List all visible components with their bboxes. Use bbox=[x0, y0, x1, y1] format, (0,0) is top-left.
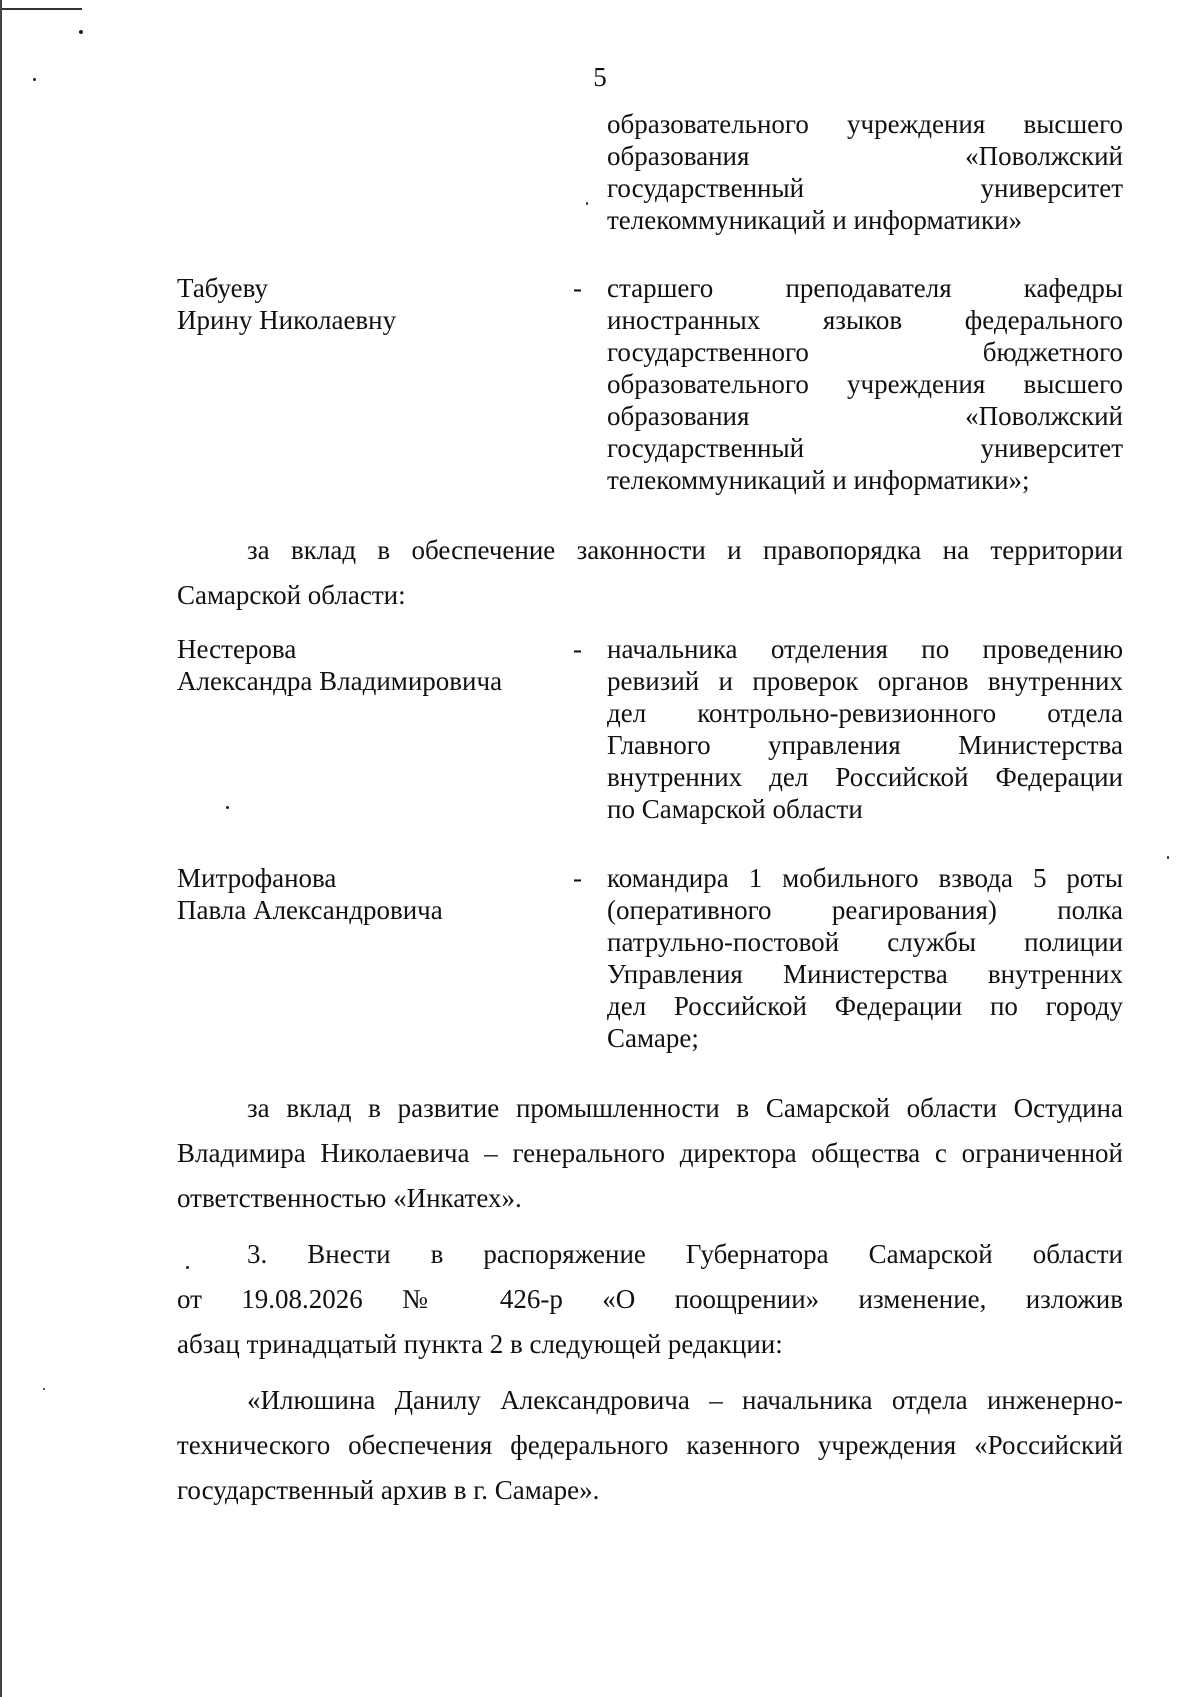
desc-line: командира 1 мобильного взвода 5 роты bbox=[607, 863, 1123, 893]
entry-name bbox=[177, 633, 502, 697]
paragraph-item-3 bbox=[177, 1232, 1123, 1367]
para-line: абзац тринадцатый пункта 2 в следующей редакции: bbox=[177, 1329, 783, 1359]
desc-line: телекоммуникаций и информатики»; bbox=[607, 465, 1030, 495]
scan-speck bbox=[586, 202, 588, 205]
desc-line: (оперативного реагирования) полка bbox=[607, 895, 1123, 925]
desc-line: Главного управления Министерства bbox=[607, 730, 1123, 760]
para-line: технического обеспечения федерального казенного учреждения «Российский bbox=[177, 1430, 1123, 1460]
desc-line: ревизий и проверок органов внутренних bbox=[607, 666, 1123, 696]
para-line: ответственностью «Инкатех». bbox=[177, 1183, 522, 1213]
para-line: Владимира Николаевича – генерального директора общества с ограниченной bbox=[177, 1138, 1123, 1168]
desc-line: государственный университет bbox=[607, 433, 1123, 463]
scan-speck bbox=[226, 806, 229, 809]
entry-description bbox=[607, 272, 1123, 496]
scan-speck bbox=[79, 30, 83, 34]
desc-line: старшего преподавателя кафедры bbox=[607, 273, 1123, 303]
name-line: Павла Александровича bbox=[177, 895, 443, 925]
para-line: от 19.08.2026 № 426-р «О поощрении» изменение, изложив bbox=[177, 1284, 1123, 1314]
entry-name bbox=[177, 862, 443, 926]
para-line: государственный архив в г. Самаре». bbox=[177, 1475, 600, 1505]
desc-line: образовательного учреждения высшего bbox=[607, 369, 1123, 399]
entry-description bbox=[607, 862, 1123, 1054]
entry-dash: - bbox=[573, 273, 582, 303]
para-line: «Илюшина Данилу Александровича – начальника отдела инженерно- bbox=[247, 1385, 1123, 1415]
desc-line: Управления Министерства внутренних bbox=[607, 959, 1123, 989]
para-line: Самарской области: bbox=[177, 580, 406, 610]
desc-line: по Самарской области bbox=[607, 794, 863, 824]
desc-line: внутренних дел Российской Федерации bbox=[607, 762, 1123, 792]
desc-line: патрульно-постовой службы полиции bbox=[607, 927, 1123, 957]
desc-line: дел контрольно-ревизионного отдела bbox=[607, 698, 1123, 728]
page-number: 5 bbox=[593, 62, 607, 92]
desc-line: дел Российской Федерации по городу bbox=[607, 991, 1123, 1021]
desc-line: иностранных языков федерального bbox=[607, 305, 1123, 335]
name-line: Митрофанова bbox=[177, 863, 337, 893]
para-line: за вклад в обеспечение законности и правопорядка на территории bbox=[247, 535, 1123, 565]
desc-line: Самаре; bbox=[607, 1023, 699, 1053]
section-heading-law-order bbox=[177, 528, 1123, 618]
desc-line: образования «Поволжский bbox=[607, 141, 1123, 171]
scan-edge-top bbox=[0, 8, 82, 10]
entry-description bbox=[607, 633, 1123, 825]
entry-dash: - bbox=[573, 634, 582, 664]
para-line: 3. Внести в распоряжение Губернатора Самарской области bbox=[247, 1239, 1123, 1269]
name-line: Табуеву bbox=[177, 273, 268, 303]
desc-line: телекоммуникаций и информатики» bbox=[607, 205, 1023, 235]
name-line: Нестерова bbox=[177, 634, 297, 664]
desc-line: начальника отделения по проведению bbox=[607, 634, 1123, 664]
desc-line: образовательного учреждения высшего bbox=[607, 109, 1123, 139]
scan-speck bbox=[43, 1388, 45, 1390]
name-line: Ирину Николаевну bbox=[177, 305, 397, 335]
para-line: за вклад в развитие промышленности в Самарской области Остудина bbox=[247, 1093, 1123, 1123]
desc-line: государственного бюджетного bbox=[607, 337, 1123, 367]
paragraph-amendment-text bbox=[177, 1378, 1123, 1513]
scan-speck bbox=[1167, 856, 1169, 859]
entry-name bbox=[177, 272, 396, 336]
paragraph-industry-award bbox=[177, 1086, 1123, 1221]
scan-edge-left bbox=[0, 0, 2, 1697]
entry-dash: - bbox=[573, 863, 582, 893]
entry-description bbox=[607, 108, 1123, 236]
name-line: Александра Владимировича bbox=[177, 666, 503, 696]
desc-line: образования «Поволжский bbox=[607, 401, 1123, 431]
desc-line: государственный университет bbox=[607, 173, 1123, 203]
